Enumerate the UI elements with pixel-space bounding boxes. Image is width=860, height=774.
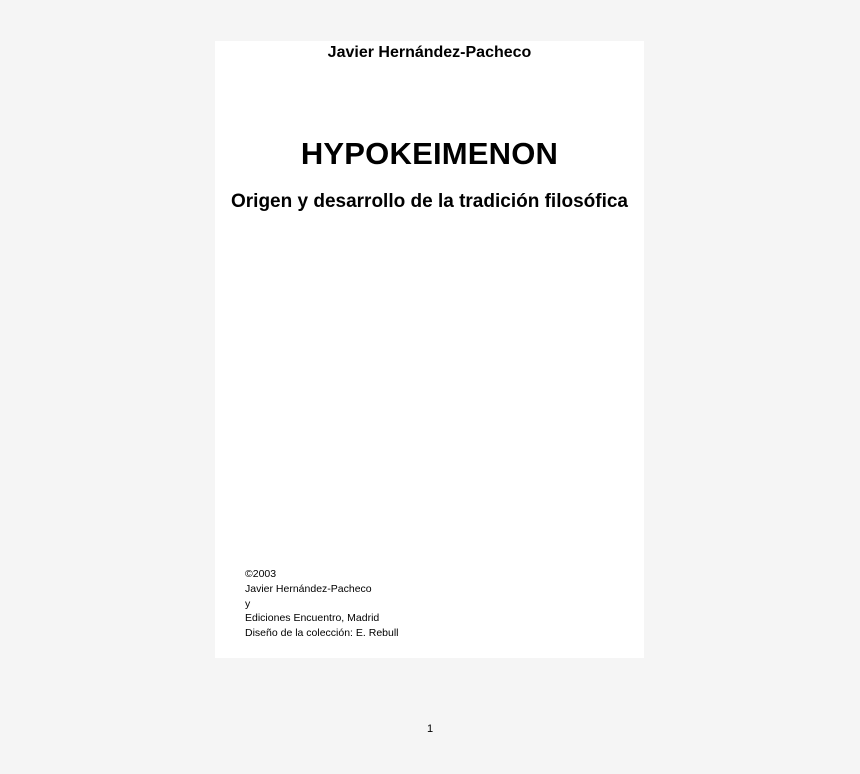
page-number: 1	[426, 723, 434, 735]
book-title: HYPOKEIMENON	[300, 136, 559, 171]
colophon-copyright: ©2003	[245, 568, 277, 580]
author-name: Javier Hernández-Pacheco	[327, 44, 532, 61]
colophon-design-credit: Diseño de la colección: E. Rebull	[245, 627, 399, 640]
book-subtitle: Origen y desarrollo de la tradición filosófica	[231, 191, 628, 212]
colophon-author: Javier Hernández-Pacheco	[245, 582, 372, 595]
colophon-conjunction: y	[245, 597, 251, 610]
colophon	[245, 567, 399, 641]
colophon-publisher: Ediciones Encuentro, Madrid	[245, 612, 380, 625]
document-page	[215, 41, 644, 658]
